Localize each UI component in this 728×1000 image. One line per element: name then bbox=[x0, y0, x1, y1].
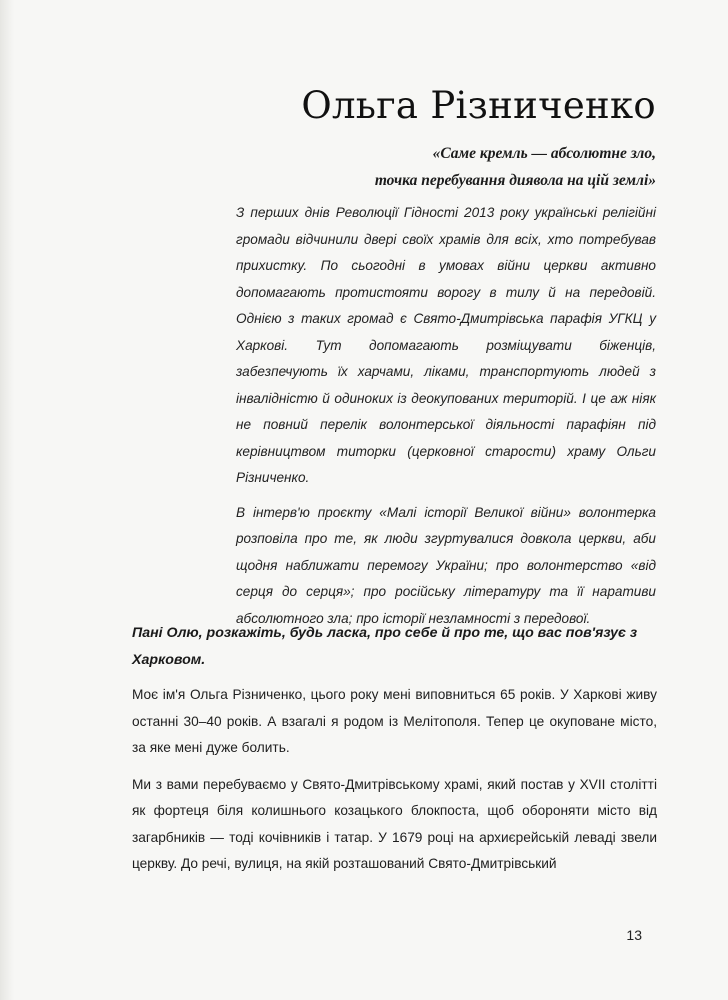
interview-question: Пані Олю, розкажіть, будь ласка, про себе й про те, що вас пов'язує з Харковом. bbox=[132, 625, 638, 668]
intro-block bbox=[236, 200, 656, 640]
epigraph-line-2: точка перебування диявола на цій землі» bbox=[374, 172, 656, 189]
intro-paragraph-2: В інтерв'ю проєкту «Малі історії Великої війни» волонтерка розповіла про те, як люди згуртувалися довкола церкви, аби щодня наближати перемогу України; про волонтерство «від серця до серця»; про російську літературу та її наративи абсолютного зла; про історії незламності з передової. bbox=[236, 504, 656, 626]
intro-paragraph-1: З перших днів Революції Гідності 2013 року українські релігійні громади відчинили двері своїх храмів для всіх, хто потребував прихистку. По сьогодні в умовах війни церкви активно допомагають протистояти ворогу в тилу й на передовій. Однією з таких громад є Свято-Дмитрівська парафія УГКЦ у Харкові. Тут допомагають розміщувати біженців, забезпечують їх харчами, ліками, транспортують людей з інвалідністю й одиноких із деокупованих територій. І це аж ніяк не повний перелік волонтерської діяльності парафіян під керівництвом титорки (церковної старости) храму Ольги Різниченко. bbox=[236, 205, 656, 485]
page-gutter-shadow bbox=[0, 0, 14, 1000]
answer-paragraph-2: Ми з вами перебуваємо у Свято-Дмитрівському храмі, який постав у XVII столітті як фортеця біля колишнього козацького блокпоста, щоб обороняти місто від загарбників — тоді кочівників і татар. У 1679 році на архиєрейській леваді звели церкву. До речі, вулиця, на якій розташований Свято-Дмитрівський bbox=[132, 776, 657, 871]
epigraph-quote bbox=[236, 140, 656, 194]
page-title: Ольга Різниченко bbox=[301, 84, 656, 127]
page-number: 13 bbox=[626, 927, 642, 943]
interview-answer bbox=[132, 682, 657, 888]
answer-paragraph-1: Моє ім'я Ольга Різниченко, цього року мені виповниться 65 років. У Харкові живу останні 30–40 років. А взагалі я родом із Мелітополя. Тепер це окуповане місто, за яке мені дуже болить. bbox=[132, 687, 657, 755]
epigraph-line-1: «Саме кремль — абсолютне зло, bbox=[432, 145, 656, 162]
